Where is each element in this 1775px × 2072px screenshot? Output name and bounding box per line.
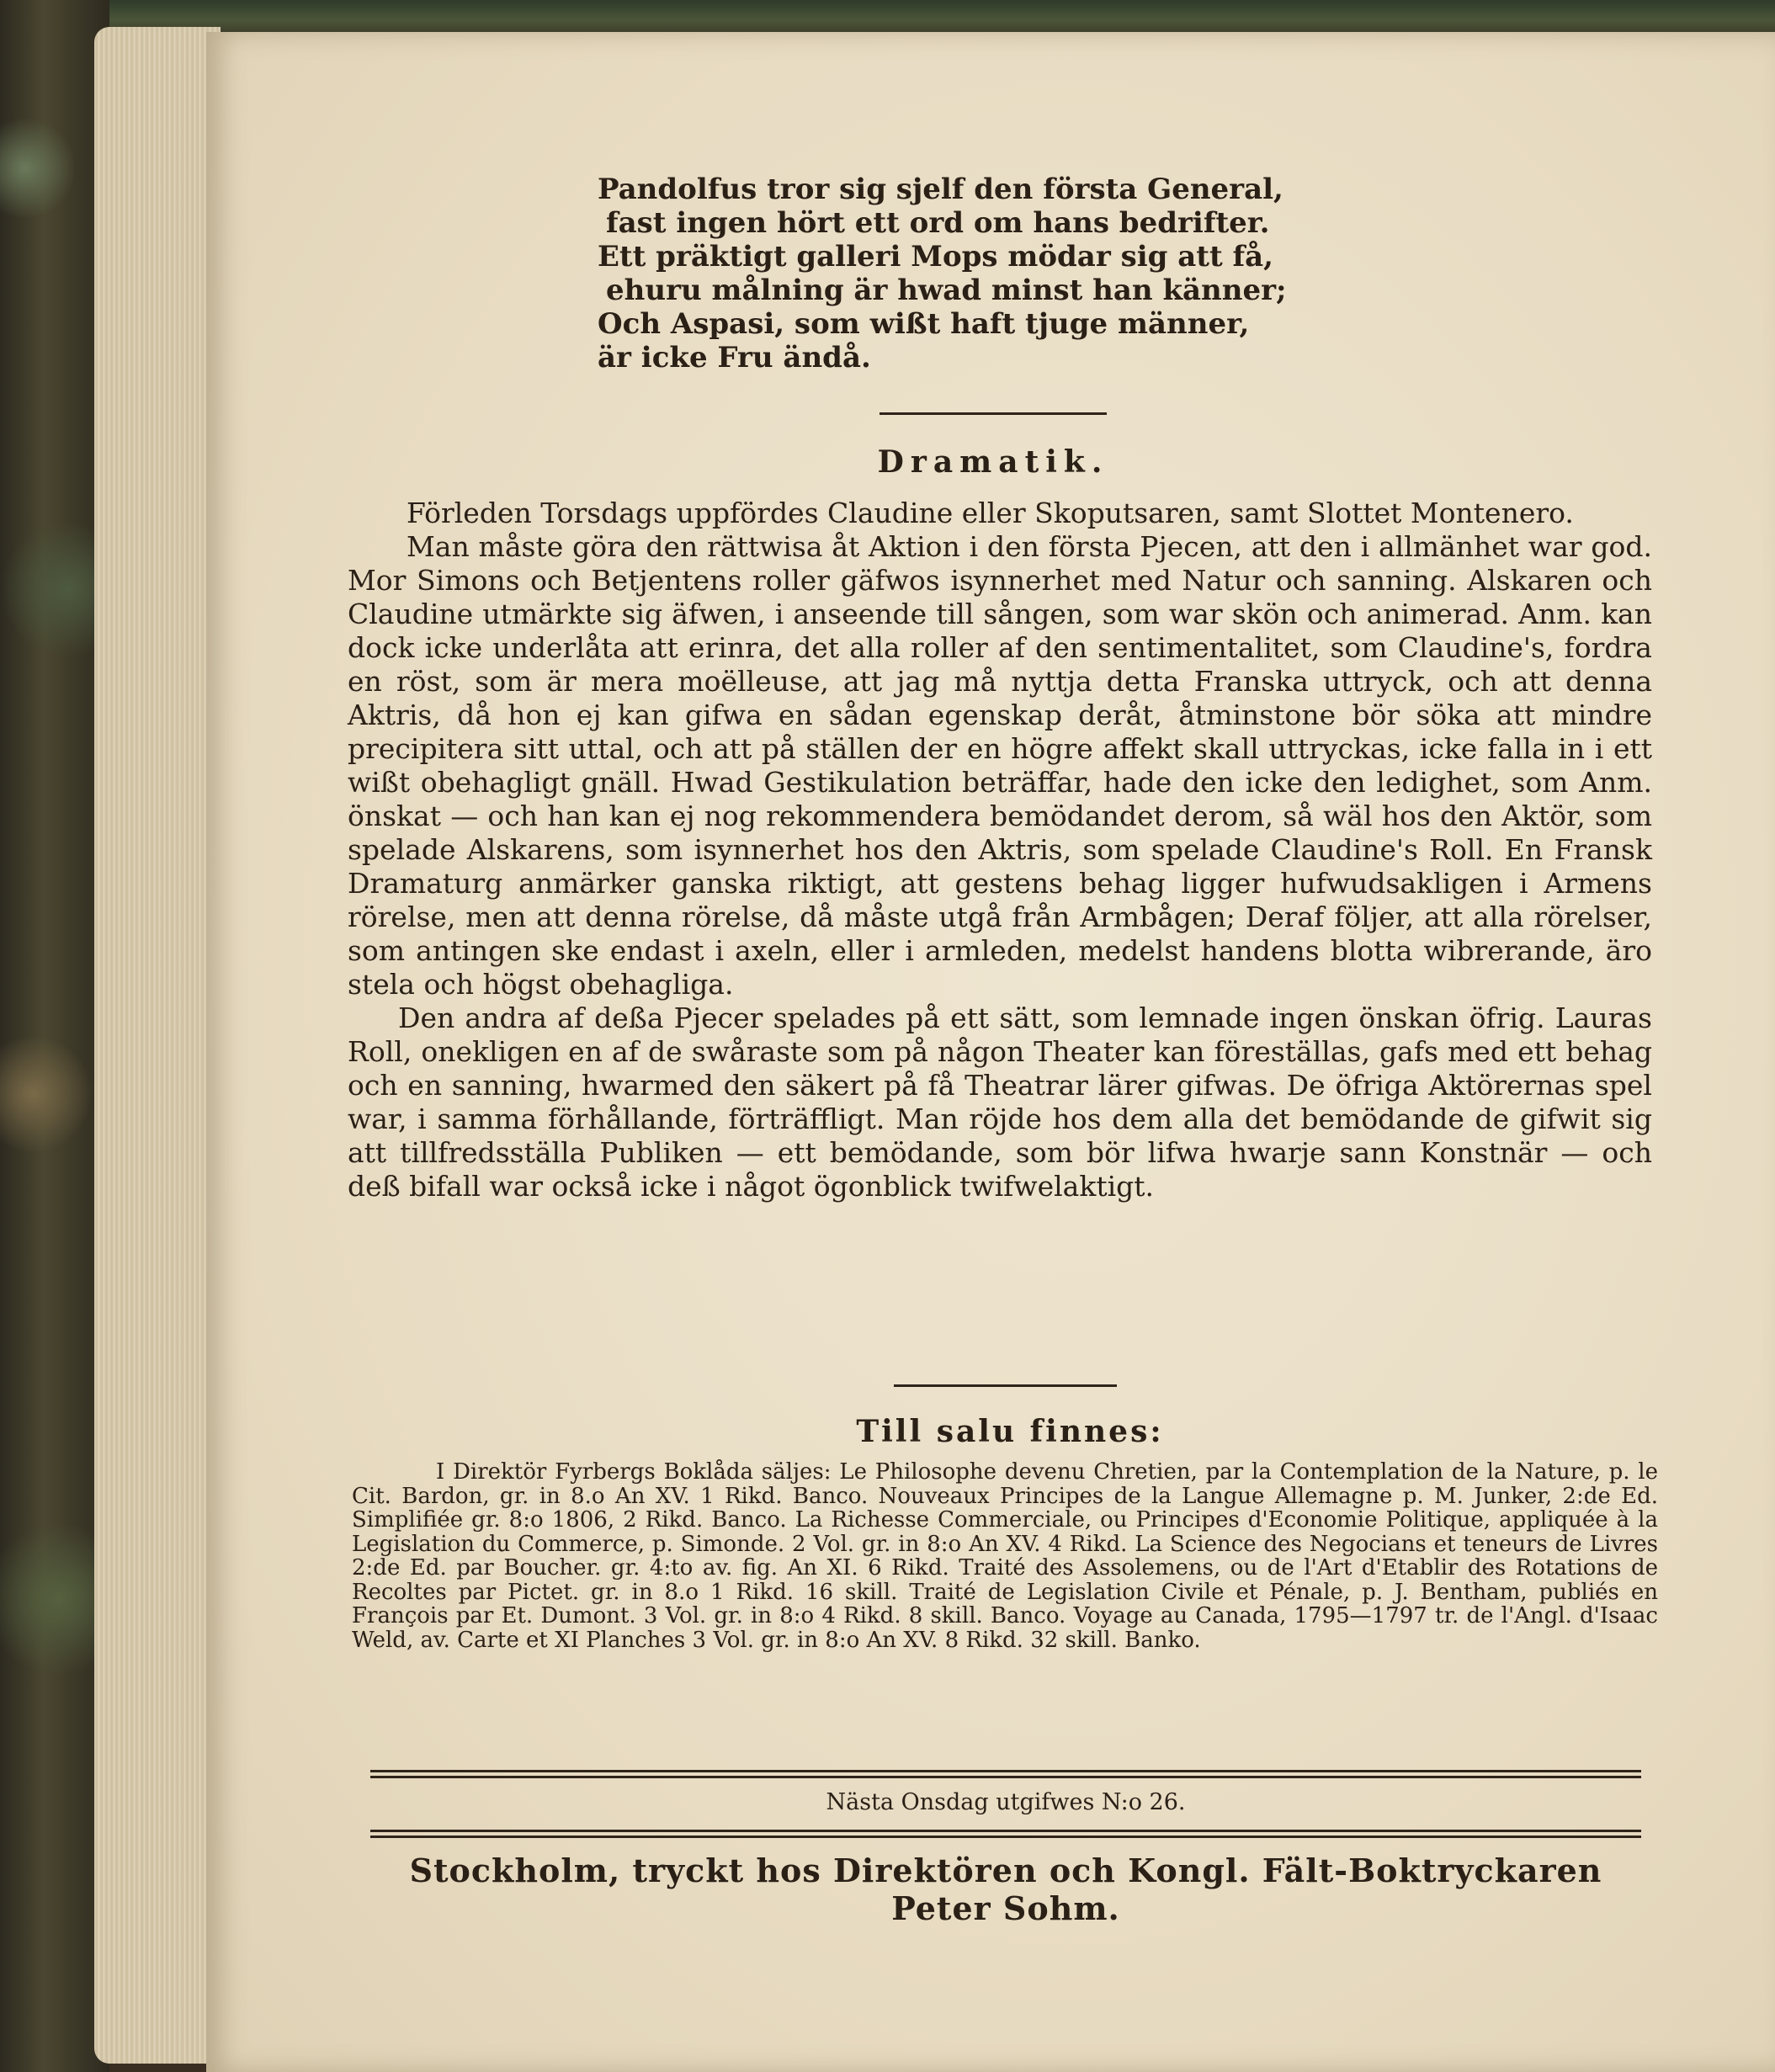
divider xyxy=(894,1384,1117,1387)
poem-line: Pandolfus tror sig sjelf den första General, xyxy=(598,173,1283,206)
divider xyxy=(370,1836,1641,1838)
imprint: Stockholm, tryckt hos Direktören och Kongl. Fält-Boktryckaren Peter Sohm. xyxy=(409,1852,1602,1927)
poem-line: Ett präktigt galleri Mops mödar sig att få, xyxy=(598,240,1274,274)
paragraph: Man måste göra den rättwisa åt Aktion i den första Pjecen, att den i allmänhet war god. Mor Simons och Betjentens roller gäfwos isynnerhet med Natur och sanning. Alskaren och Claudine utmärkte sig äfwen, i anseende till sången, som war skön och animerad. Anm. kan dock icke underlåta att erinra, det alla roller af den sentimentalitet, som Claudine's, fordra en röst, som är mera moëlleuse, att jag må nyttja detta Franska uttryck, och att denna Aktris, då hon ej kan gifwa en sådan egenskap deråt, åtminstone bör söka att mindre precipitera sitt uttal, och att på ställen der en högre affekt skall uttryckas, icke falla in i ett wißt obehagligt gnäll. Hwad Gestikulation beträffar, hade den icke den ledighet, som Anm. önskat — och han kan ej nog rekommendera bemödandet derom, så wäl hos den Aktör, som spelade Alskarens, som isynnerhet hos den Aktris, som spelade Claudine's Roll. En Fransk Dramaturg anmärker ganska riktigt, att gestens behag ligger hufwudsakligen i Armens rörelse, men att denna rörelse, då måste utgå från Armbågen; Deraf följer, att alla rörelser, som antingen ske endast i axeln, eller i armleden, medelst handens blotta wibrerande, äro stela och högst obehagliga. xyxy=(348,530,1652,1001)
next-issue: Nästa Onsdag utgifwes N:o 26. xyxy=(826,1789,1186,1815)
review-text xyxy=(348,497,1652,1203)
poem-line: är icke Fru ändå. xyxy=(598,341,871,375)
paragraph: I Direktör Fyrbergs Boklåda säljes: Le Philosophe devenu Chretien, par la Contemplation de la Nature, p. le Cit. Bardon, gr. in 8.o An XV. 1 Rikd. Banco. Nouveaux Principes de la Langue Allemagne p. M. Junker, 2:de Ed. Simplifiée gr. 8:o 1806, 2 Rikd. Banco. La Richesse Commerciale, ou Principes d'Economie Politique, appliquée à la Legislation du Commerce, p. Simonde. 2 Vol. gr. in 8:o An XV. 4 Rikd. La Science des Negocians et teneurs de Livres 2:de Ed. par Boucher. gr. 4:to av. fig. An XI. 6 Rikd. Traité des Assolemens, ou de l'Art d'Etablir des Rotations de Recoltes par Pictet. gr. in 8.o 1 Rikd. 16 skill. Traité de Legislation Civile et Pénale, p. J. Bentham, publiés en François par Et. Dumont. 3 Vol. gr. in 8:o 4 Rikd. 8 skill. Banco. Voyage au Canada, 1795—1797 tr. de l'Angl. d'Isaac Weld, av. Carte et XI Planches 3 Vol. gr. in 8:o An XV. 8 Rikd. 32 skill. Banko. xyxy=(352,1459,1658,1653)
divider xyxy=(880,412,1107,415)
poem xyxy=(598,173,1355,375)
paragraph: Den andra af deßa Pjecer spelades på ett sätt, som lemnade ingen önskan öfrig. Lauras Roll, onekligen en af de swåraste som på någon Theater kan föreställas, gafs med ett behag och en sanning, hwarmed den säkert på få Theatrar lärer gifwas. De öfriga Aktörernas spel war, i samma förhållande, förträffligt. Man röjde hos dem alla det bemödande de gifwit sig att tillfredsställa Publiken — ett bemödande, som bör lifwa hwarje sann Konstnär — och deß bifall war också icke i något ögonblick twifwelaktigt. xyxy=(348,1001,1652,1203)
divider xyxy=(370,1830,1641,1832)
poem-line: fast ingen hört ett ord om hans bedrifter. xyxy=(606,206,1270,240)
divider xyxy=(370,1776,1641,1778)
section-title: Dramatik. xyxy=(877,444,1109,480)
divider xyxy=(370,1770,1641,1772)
notice-text xyxy=(352,1460,1658,1652)
paragraph: Förleden Torsdags uppfördes Claudine eller Skoputsaren, samt Slottet Montenero. xyxy=(407,497,1574,529)
poem-line: Och Aspasi, som wißt haft tjuge männer, xyxy=(598,307,1250,341)
notice-title: Till salu finnes: xyxy=(856,1414,1164,1449)
poem-line: ehuru målning är hwad minst han känner; xyxy=(606,274,1287,307)
